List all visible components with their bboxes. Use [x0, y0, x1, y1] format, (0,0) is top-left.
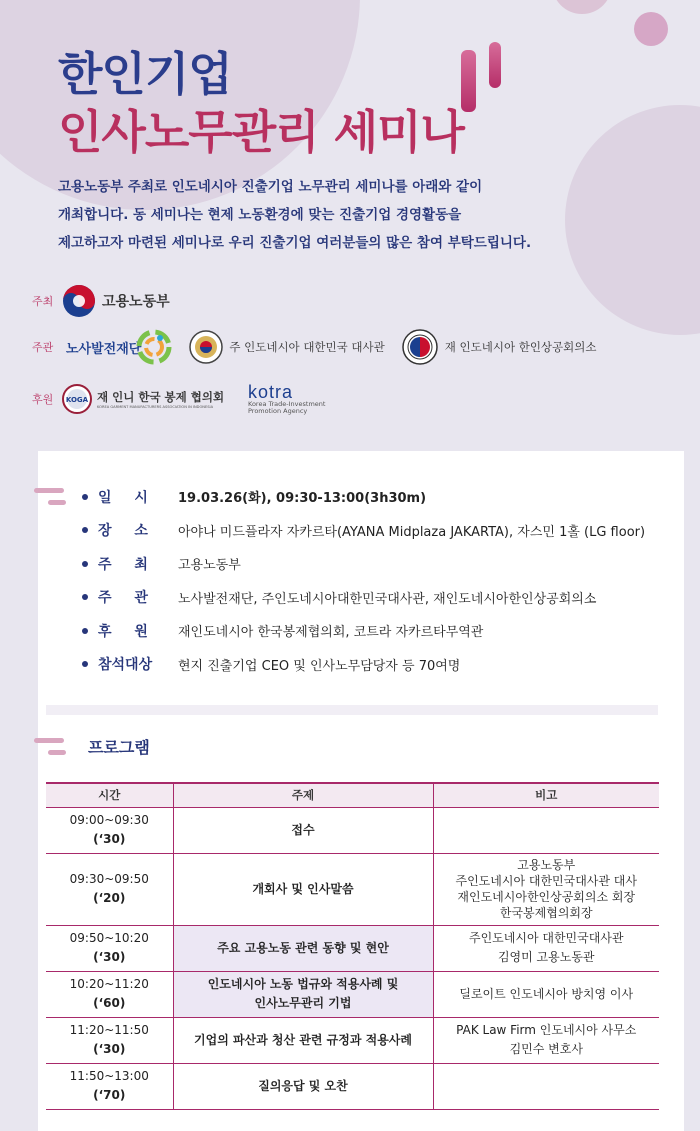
info-key: 참석대상	[98, 657, 153, 674]
organize-label: 주관	[32, 341, 54, 354]
time-cell: 10:20~11:20 (‘60)	[46, 971, 173, 1017]
col-header-topic: 주제	[173, 783, 433, 807]
topic-cell: 기업의 파산과 청산 관련 규정과 적용사례	[173, 1017, 433, 1063]
info-value: 현지 진출기업 CEO 및 인사노무담당자 등 70여명	[178, 658, 461, 674]
note-cell: 주인도네시아 대한민국대사관 김영미 고용노동관	[433, 925, 659, 971]
nosa-name: 노사발전재단	[66, 341, 142, 357]
time-cell: 09:00~09:30 (‘30)	[46, 807, 173, 853]
table-row	[46, 1063, 659, 1109]
bullet-icon	[82, 561, 88, 567]
info-key: 주 관	[98, 590, 157, 607]
intro-text: 고용노동부 주최로 인도네시아 진출기업 노무관리 세미나를 아래와 같이 개최합니다. 동 세미나는 현제 노동환경에 맞는 진출기업 경영활동을 제고하고자 마련된 세미나로 우리 진출기업 여러분들의 많은 참여 부탁드립니다.	[58, 179, 532, 251]
info-key: 주 최	[98, 556, 157, 573]
ministry-logo	[62, 284, 170, 318]
decor-circle-small	[634, 12, 668, 46]
chamber-logo	[401, 328, 597, 366]
info-value: 아야나 미드플라자 자카르타(AYANA Midplaza JAKARTA), 자스민 1홀 (LG floor)	[178, 524, 646, 540]
info-value: 19.03.26(화), 09:30-13:00(3h30m)	[178, 491, 427, 507]
info-key: 일 시	[98, 489, 157, 506]
koga-name: 재 인니 한국 봉제 협의회	[97, 390, 225, 404]
topic-cell: 주요 고용노동 관련 동향 및 현안	[173, 925, 433, 971]
table-row	[46, 1017, 659, 1063]
nosa-logo	[62, 328, 173, 366]
kotra-sub2: Promotion Agency	[248, 407, 308, 415]
info-key: 후 원	[98, 623, 157, 640]
note-cell: 고용노동부 주인도네시아 대한민국대사관 대사 재인도네시아한인상공회의소 회장 한국봉제협의회장	[433, 853, 659, 925]
decor-pill	[489, 42, 501, 88]
topic-cell: 접수	[173, 807, 433, 853]
topic-cell: 질의응답 및 오찬	[173, 1063, 433, 1109]
info-key: 장 소	[98, 523, 157, 540]
bullet-icon	[82, 527, 88, 533]
time-cell: 11:50~13:00 (‘70)	[46, 1063, 173, 1109]
decor-circle-top	[552, 0, 612, 14]
host-label: 주최	[32, 295, 54, 308]
note-cell: 딜로이트 인도네시아 방치영 이사	[433, 971, 659, 1017]
time-cell: 09:50~10:20 (‘30)	[46, 925, 173, 971]
kotra-logo	[248, 383, 325, 415]
section-divider	[46, 705, 658, 715]
info-row-sponsor	[82, 614, 645, 648]
program-title: 프로그램	[88, 738, 150, 757]
event-info	[82, 480, 645, 681]
info-row-attendees	[82, 648, 645, 682]
info-row-date	[82, 480, 645, 514]
note-cell	[433, 807, 659, 853]
note-cell	[433, 1063, 659, 1109]
page-title: 한인기업	[58, 47, 232, 101]
chamber-name: 재 인도네시아 한인상공회의소	[444, 340, 597, 354]
bullet-icon	[82, 628, 88, 634]
embassy-name: 주 인도네시아 대한민국 대사관	[229, 340, 385, 354]
table-header-row	[46, 783, 659, 807]
ministry-name: 고용노동부	[102, 294, 170, 310]
bullet-icon	[82, 594, 88, 600]
col-header-time: 시간	[46, 783, 173, 807]
koga-badge-icon	[62, 384, 92, 414]
bullet-icon	[82, 494, 88, 500]
info-row-organizer	[82, 581, 645, 615]
info-value: 노사발전재단, 주인도네시아대한민국대사관, 재인도네시아한인상공회의소	[178, 591, 597, 607]
sponsor-row	[32, 383, 341, 415]
col-header-note: 비고	[433, 783, 659, 807]
taegeuk-icon	[62, 284, 96, 318]
decor-circle-right	[565, 105, 700, 335]
page-subtitle: 인사노무관리 세미나	[58, 105, 464, 159]
table-row	[46, 853, 659, 925]
chamber-seal-icon	[401, 328, 439, 366]
info-value: 재인도네시아 한국봉제협의회, 코트라 자카르타무역관	[178, 625, 484, 641]
table-row	[46, 807, 659, 853]
note-cell: PAK Law Firm 인도네시아 사무소 김민수 변호사	[433, 1017, 659, 1063]
embassy-logo	[189, 330, 384, 364]
nosa-mark-icon	[135, 328, 173, 366]
sponsor-label: 후원	[32, 393, 54, 406]
embassy-seal-icon	[189, 330, 223, 364]
time-cell: 09:30~09:50 (‘20)	[46, 853, 173, 925]
topic-cell: 인도네시아 노동 법규와 적용사례 및 인사노무관리 기법	[173, 971, 433, 1017]
table-row	[46, 971, 659, 1017]
info-row-host	[82, 547, 645, 581]
kotra-sub1: Korea Trade-Investment	[248, 400, 326, 408]
svg-text:KOGA: KOGA	[65, 396, 89, 404]
topic-cell: 개회사 및 인사말씀	[173, 853, 433, 925]
organize-row	[32, 328, 612, 366]
koga-logo	[62, 384, 232, 414]
host-row	[32, 284, 186, 318]
time-cell: 11:20~11:50 (‘30)	[46, 1017, 173, 1063]
info-value: 고용노동부	[178, 558, 241, 574]
koga-sub: KOREA GARMENT MANUFACTURERS ASSOCIATION IN INDONESIA	[97, 405, 214, 409]
table-row	[46, 925, 659, 971]
program-table	[46, 782, 659, 1110]
kotra-wordmark: kotra	[248, 382, 294, 402]
info-row-venue	[82, 514, 645, 548]
bullet-icon	[82, 661, 88, 667]
